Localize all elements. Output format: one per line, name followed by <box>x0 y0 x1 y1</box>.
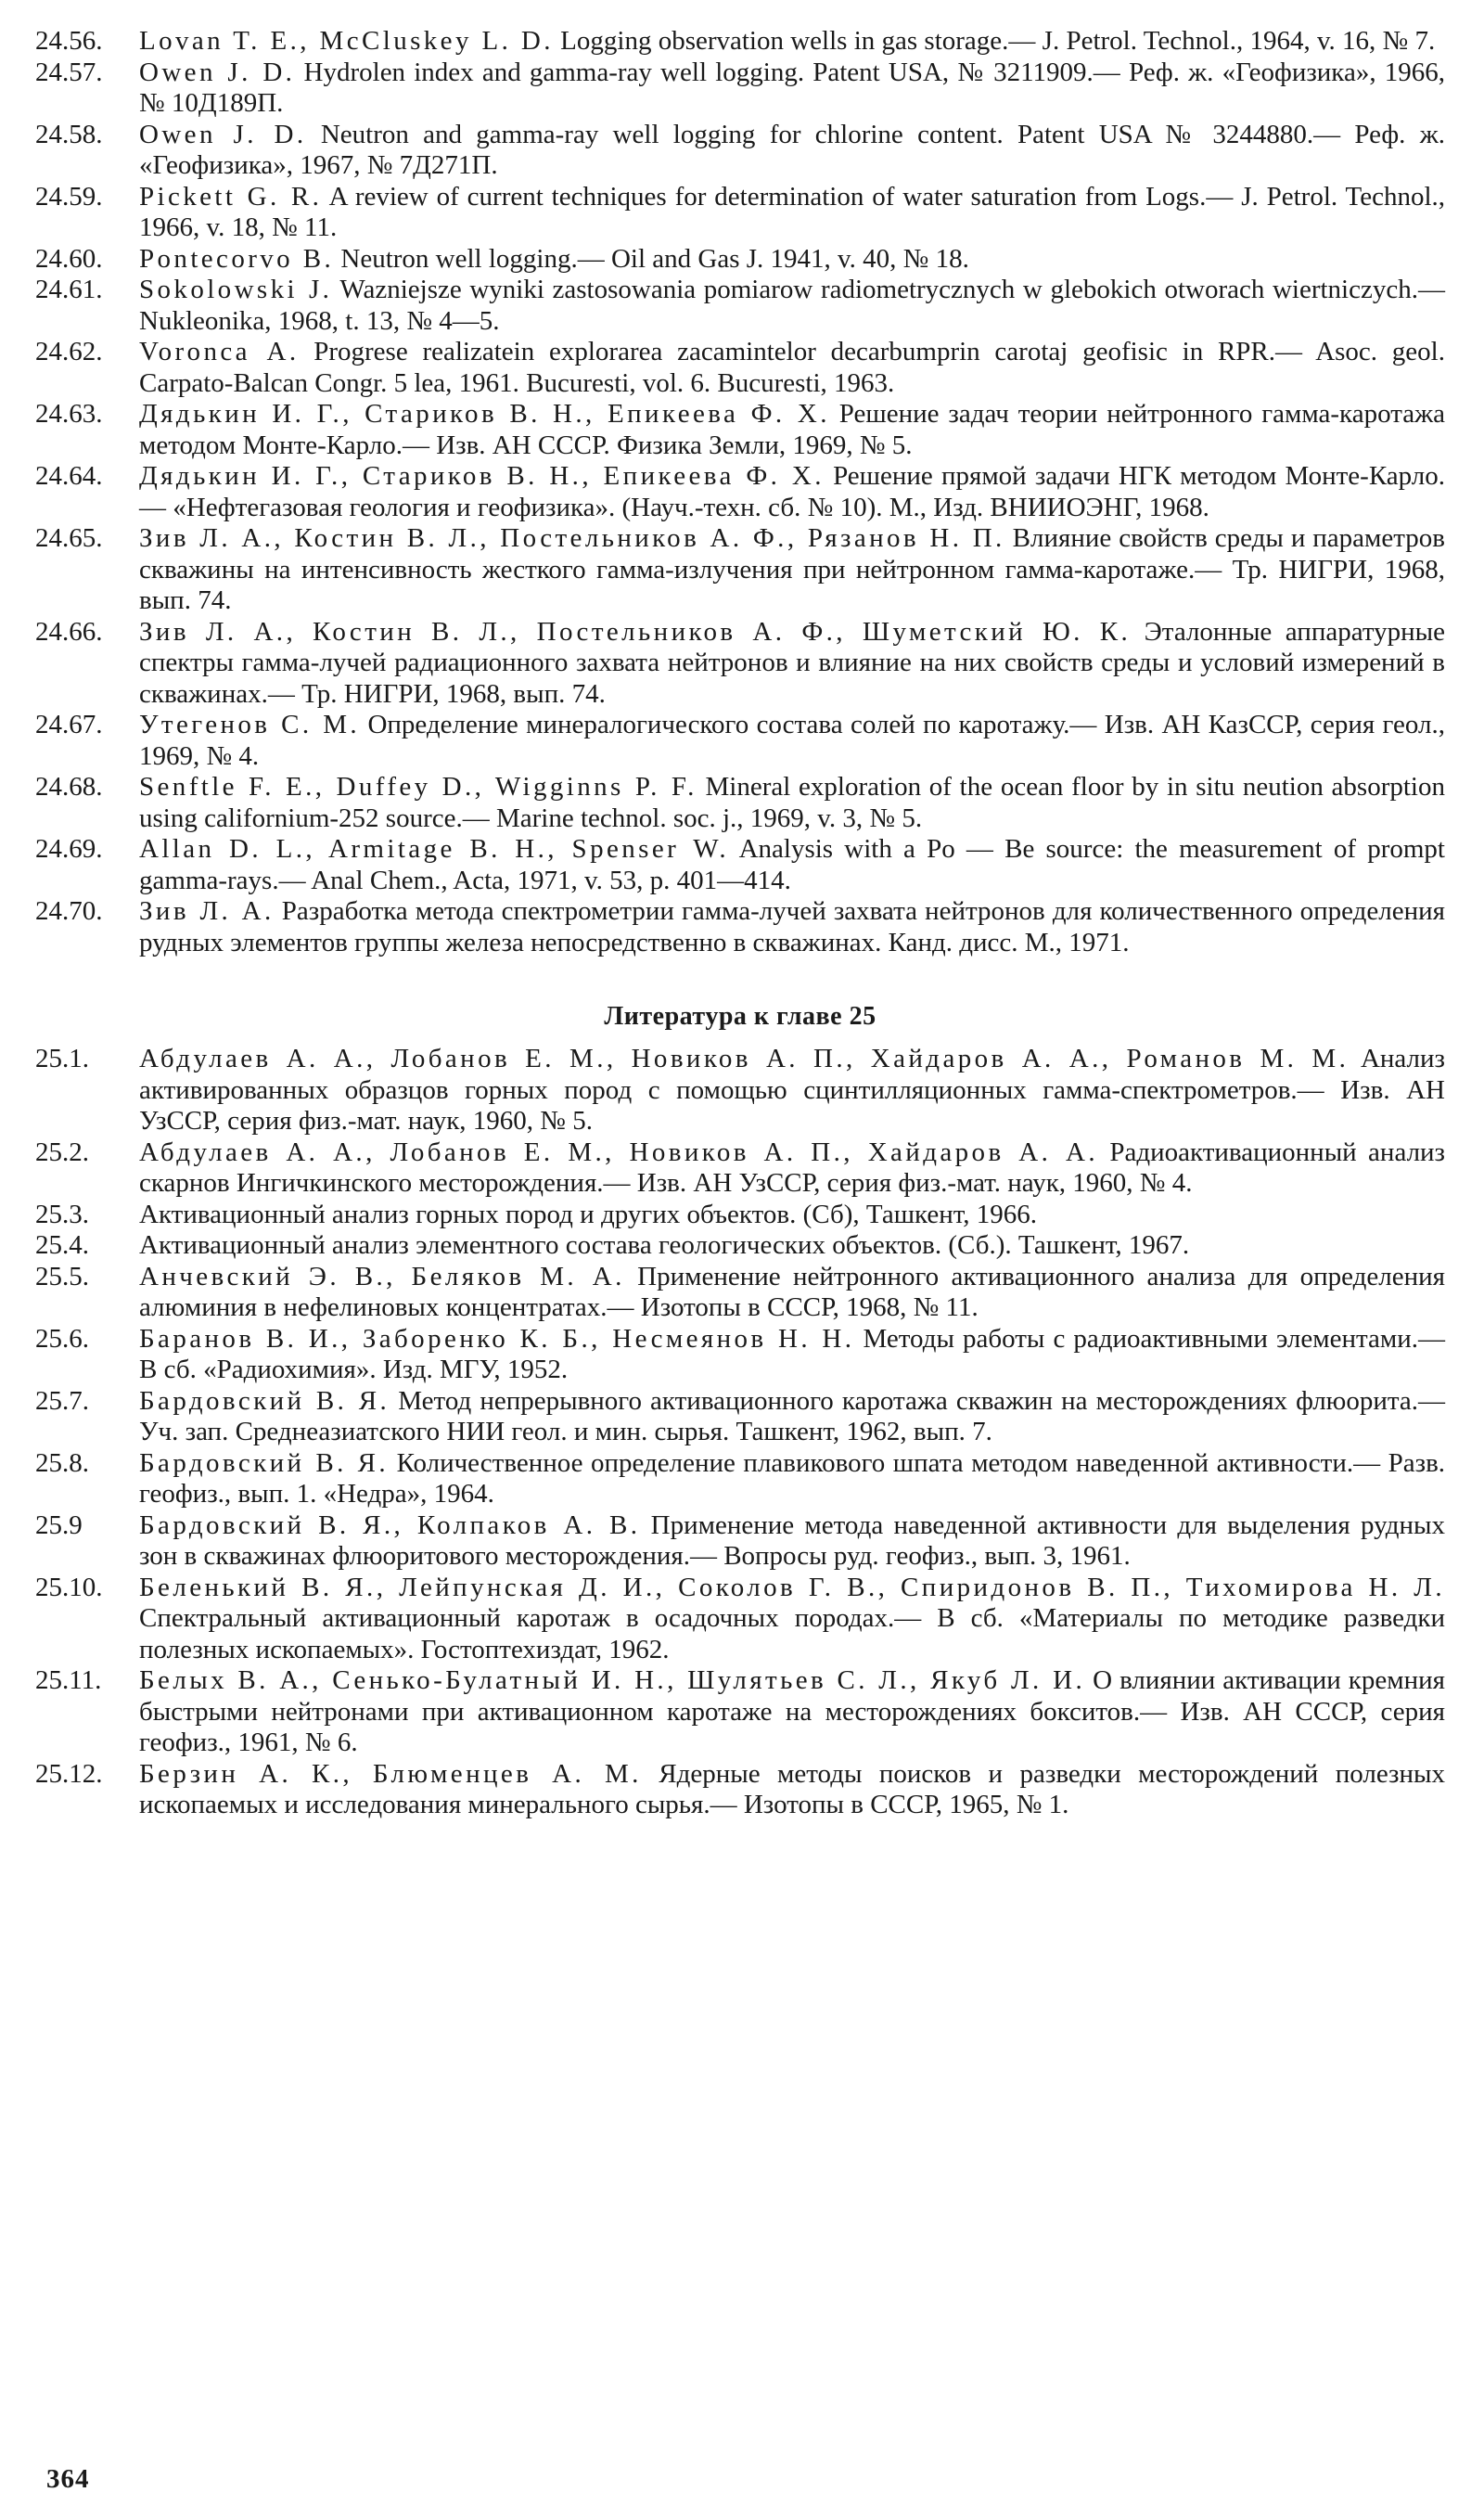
reference-number: 24.66. <box>35 616 103 647</box>
reference-item <box>35 1262 1445 1324</box>
reference-number: 25.11. <box>35 1665 102 1695</box>
reference-item <box>35 1200 1445 1231</box>
section-title-chapter-25: Литература к главе 25 <box>604 1002 876 1031</box>
reference-title: Wazniejsze wyniki zastosowania pomiarow radiometrycznych w glebokich otworach wiertniczych.— Nukleonika, 1968, t. 13, № 4—5. <box>139 275 1445 336</box>
reference-number: 24.56. <box>35 26 103 56</box>
reference-text <box>139 1759 1445 1821</box>
reference-number: 24.63. <box>35 399 103 429</box>
reference-item <box>35 1230 1445 1262</box>
reference-item <box>35 1324 1445 1386</box>
reference-text <box>139 896 1445 958</box>
reference-authors: Pickett G. R. <box>139 181 323 212</box>
reference-number: 24.69. <box>35 834 103 864</box>
reference-title: Активационный анализ элементного состава геологических объектов. (Сб.). Ташкент, 1967. <box>139 1230 1190 1260</box>
reference-number: 24.68. <box>35 772 103 802</box>
reference-list-chapter-24 <box>35 26 1445 958</box>
reference-item <box>35 1759 1445 1821</box>
reference-item <box>35 275 1445 337</box>
reference-title: Analysis with a Po — Be source: the measurement of prompt gamma-rays.— Anal Chem., Acta, 1971, v. 53, p. 401—414. <box>139 834 1445 895</box>
reference-number: 25.10. <box>35 1572 103 1602</box>
reference-title: Определение минералогического состава солей по каротажу.— Изв. АН КазССР, серия геол., 1969, № 4. <box>139 710 1446 771</box>
reference-item <box>35 523 1445 617</box>
reference-number: 25.1. <box>35 1044 89 1073</box>
reference-item <box>35 1665 1445 1759</box>
reference-number: 24.59. <box>35 181 103 212</box>
reference-number: 25.5. <box>35 1261 89 1291</box>
reference-item <box>35 1510 1445 1573</box>
reference-item <box>35 182 1445 244</box>
reference-title: Progrese realizatein explorarea zacamintelor decarbumprin carotaj geofisic in RPR.— Asoc. geol. Carpato-Balcan Congr. 5 lea, 1961. Bucuresti, vol. 6. Bucuresti, 1963. <box>139 337 1445 398</box>
reference-authors: Беленький В. Я., Лейпунская Д. И., Соколов Г. В., Спиридонов В. П., Тихомирова Н. Л. <box>139 1572 1445 1602</box>
reference-number: 24.57. <box>35 57 103 87</box>
reference-authors: Owen J. D. <box>139 119 307 149</box>
reference-title: Методы работы с радиоактивными элементами.— В сб. «Радиохимия». Изд. МГУ, 1952. <box>139 1323 1445 1384</box>
reference-title: Влияние свойств среды и параметров скважины на интенсивность жесткого гамма-излучения при нейтронном гамма-каротаже.— Тр. НИГРИ, 1968, вып. 74. <box>139 523 1445 615</box>
reference-authors: Voronca A. <box>139 337 300 366</box>
reference-text <box>139 1200 1445 1231</box>
reference-title: Разработка метода спектрометрии гамма-лучей захвата нейтронов для количественного определения рудных элементов группы железа непосредственно в скважинах. Канд. дисс. М., 1971. <box>139 896 1446 957</box>
reference-title: Решение задач теории нейтронного гамма-каротажа методом Монте-Карло.— Изв. АН СССР. Физика Земли, 1969, № 5. <box>139 399 1446 460</box>
reference-authors: Абдулаев А. А., Лобанов Е. М., Новиков А. П., Хайдаров А. А. <box>139 1137 1099 1167</box>
reference-text <box>139 1262 1445 1324</box>
reference-authors: Дядькин И. Г., Стариков В. Н., Епикеева Ф. Х. <box>139 399 830 429</box>
reference-item <box>35 1448 1445 1510</box>
reference-text <box>139 1044 1445 1137</box>
reference-number: 24.65. <box>35 523 103 553</box>
reference-title: Метод непрерывного активационного каротажа скважин на месторождениях флюорита.— Уч. зап. Среднеазиатского НИИ геол. и мин. сырья. Ташкент, 1962, вып. 7. <box>139 1385 1445 1446</box>
reference-number: 24.62. <box>35 337 103 366</box>
reference-title: Радиоактивационный анализ скарнов Ингичкинского месторождения.— Изв. АН УзССР, серия физ.-мат. наук, 1960, № 4. <box>139 1137 1446 1198</box>
reference-text <box>139 1386 1445 1448</box>
reference-authors: Зив Л. А., Костин В. Л., Постельников А. Ф., Рязанов Н. П. <box>139 523 1005 553</box>
reference-authors: Allan D. L., Armitage B. H., Spenser W. <box>139 834 729 864</box>
reference-authors: Sokolowski J. <box>139 275 333 304</box>
reference-authors: Бардовский В. Я. <box>139 1385 390 1416</box>
reference-item <box>35 26 1445 58</box>
reference-number: 24.60. <box>35 243 103 274</box>
reference-item <box>35 58 1445 120</box>
reference-title: Применение метода наведенной активности для выделения рудных зон в скважинах флюоритового месторождения.— Вопросы руд. геофиз., вып. 3, 1961. <box>139 1510 1445 1571</box>
reference-item <box>35 337 1445 399</box>
reference-number: 24.64. <box>35 461 103 491</box>
reference-text <box>139 710 1445 772</box>
reference-item <box>35 710 1445 772</box>
reference-title: Анализ активированных образцов горных пород с помощью сцинтилляционных гамма-спектрометров.— Изв. АН УзССР, серия физ.-мат. наук, 1960, № 5. <box>139 1044 1446 1136</box>
reference-item <box>35 461 1445 523</box>
reference-item <box>35 244 1445 276</box>
reference-item <box>35 120 1445 182</box>
reference-text <box>139 244 1445 276</box>
reference-title: Ядерные методы поисков и разведки месторождений полезных ископаемых и исследования минерального сырья.— Изотопы в СССР, 1965, № 1. <box>139 1758 1446 1819</box>
reference-item <box>35 834 1445 896</box>
reference-authors: Pontecorvo B. <box>139 243 335 274</box>
reference-authors: Lovan T. E., McCluskey L. D. <box>139 26 554 56</box>
reference-number: 25.12. <box>35 1758 103 1789</box>
reference-item <box>35 617 1445 711</box>
reference-title: Hydrolen index and gamma-ray well logging. Patent USA, № 3211909.— Реф. ж. «Геофизика», 1966, № 10Д189П. <box>139 57 1446 118</box>
reference-authors: Owen J. D. <box>139 57 296 87</box>
reference-authors: Дядькин И. Г., Стариков В. Н., Епикеева Ф. Х. <box>139 461 825 491</box>
reference-text <box>139 1137 1445 1200</box>
reference-title: Эталонные аппаратурные спектры гамма-лучей радиационного захвата нейтронов и влияние на них свойств среды и условий измерений в скважинах.— Тр. НИГРИ, 1968, вып. 74. <box>139 616 1445 709</box>
reference-authors: Анчевский Э. В., Беляков М. А. <box>139 1261 625 1291</box>
reference-text <box>139 1573 1445 1666</box>
reference-authors: Бардовский В. Я. <box>139 1447 390 1478</box>
reference-text <box>139 120 1445 182</box>
reference-text <box>139 1665 1445 1759</box>
reference-title: Спектральный активационный каротаж в осадочных породах.— В сб. «Материалы по методике разведки полезных ископаемых». Гостоптехиздат, 1962. <box>139 1603 1445 1664</box>
reference-text <box>139 399 1445 461</box>
reference-item <box>35 1386 1445 1448</box>
reference-text <box>139 182 1445 244</box>
reference-title: Neutron and gamma-ray well logging for chlorine content. Patent USA № 3244880.— Реф. ж. «Геофизика», 1967, № 7Д271П. <box>139 119 1445 180</box>
reference-authors: Зив Л. А. <box>139 896 275 926</box>
reference-text <box>139 1230 1445 1262</box>
reference-number: 25.3. <box>35 1199 89 1229</box>
reference-title: Neutron well logging.— Oil and Gas J. 1941, v. 40, № 18. <box>340 243 969 274</box>
reference-item <box>35 896 1445 958</box>
reference-text <box>139 523 1445 617</box>
reference-number: 25.4. <box>35 1230 89 1260</box>
reference-title: Решение прямой задачи НГК методом Монте-Карло.— «Нефтегазовая геология и геофизика». (Науч.-техн. сб. № 10). М., Изд. ВНИИОЭНГ, 1968. <box>139 461 1445 522</box>
reference-number: 25.6. <box>35 1323 89 1354</box>
reference-text <box>139 617 1445 711</box>
reference-text <box>139 834 1445 896</box>
reference-number: 25.7. <box>35 1385 89 1416</box>
reference-number: 25.8. <box>35 1447 89 1478</box>
reference-title: A review of current techniques for determination of water saturation from Logs.— J. Petrol. Technol., 1966, v. 18, № 11. <box>139 181 1446 242</box>
reference-authors: Баранов В. И., Заборенко К. Б., Несмеянов Н. Н. <box>139 1323 855 1354</box>
reference-text <box>139 26 1445 58</box>
reference-list-chapter-25 <box>35 1044 1445 1821</box>
reference-authors: Senftle F. E., Duffey D., Wigginns P. F. <box>139 772 697 802</box>
reference-text <box>139 58 1445 120</box>
reference-text <box>139 461 1445 523</box>
reference-item <box>35 1137 1445 1200</box>
reference-title: Logging observation wells in gas storage.— J. Petrol. Technol., 1964, v. 16, № 7. <box>560 26 1436 56</box>
page-body <box>35 26 1445 1821</box>
reference-text <box>139 337 1445 399</box>
reference-text <box>139 1448 1445 1510</box>
reference-item <box>35 1044 1445 1137</box>
reference-number: 25.9 <box>35 1510 83 1540</box>
reference-item <box>35 399 1445 461</box>
reference-item <box>35 1573 1445 1666</box>
reference-text <box>139 1510 1445 1573</box>
reference-title: О влиянии активации кремния быстрыми нейтронами при активационном каротаже на месторождениях бокситов.— Изв. АН СССР, серия геофиз., 1961, № 6. <box>139 1665 1445 1757</box>
reference-text <box>139 275 1445 337</box>
reference-authors: Берзин А. К., Блюменцев А. М. <box>139 1758 642 1789</box>
reference-authors: Зив Л. А., Костин В. Л., Постельников А. Ф., Шуметский Ю. К. <box>139 616 1132 647</box>
reference-number: 24.58. <box>35 119 103 149</box>
reference-text <box>139 1324 1445 1386</box>
reference-title: Количественное определение плавикового шпата методом наведенной активности.— Разв. геофиз., вып. 1. «Недра», 1964. <box>139 1447 1446 1509</box>
reference-number: 24.61. <box>35 275 103 304</box>
reference-authors: Белых В. А., Сенько-Булатный И. Н., Шулятьев С. Л., Якуб Л. И. <box>139 1665 1086 1695</box>
reference-title: Применение нейтронного активационного анализа для определения алюминия в нефелиновых концентратах.— Изотопы в СССР, 1968, № 11. <box>139 1261 1445 1322</box>
reference-number: 25.2. <box>35 1137 89 1167</box>
reference-title: Активационный анализ горных пород и других объектов. (Сб), Ташкент, 1966. <box>139 1199 1038 1229</box>
page-number: 364 <box>46 2464 90 2494</box>
reference-authors: Абдулаев А. А., Лобанов Е. М., Новиков А. П., Хайдаров А. А., Романов М. М. <box>139 1044 1350 1073</box>
reference-title: Mineral exploration of the ocean floor by in situ neution absorption using californium-252 source.— Marine technol. soc. j., 1969, v. 3, № 5. <box>139 772 1445 833</box>
reference-authors: Бардовский В. Я., Колпаков А. В. <box>139 1510 641 1540</box>
reference-number: 24.67. <box>35 710 103 739</box>
reference-number: 24.70. <box>35 896 103 926</box>
reference-authors: Утегенов С. М. <box>139 710 361 739</box>
reference-item <box>35 772 1445 834</box>
reference-text <box>139 772 1445 834</box>
